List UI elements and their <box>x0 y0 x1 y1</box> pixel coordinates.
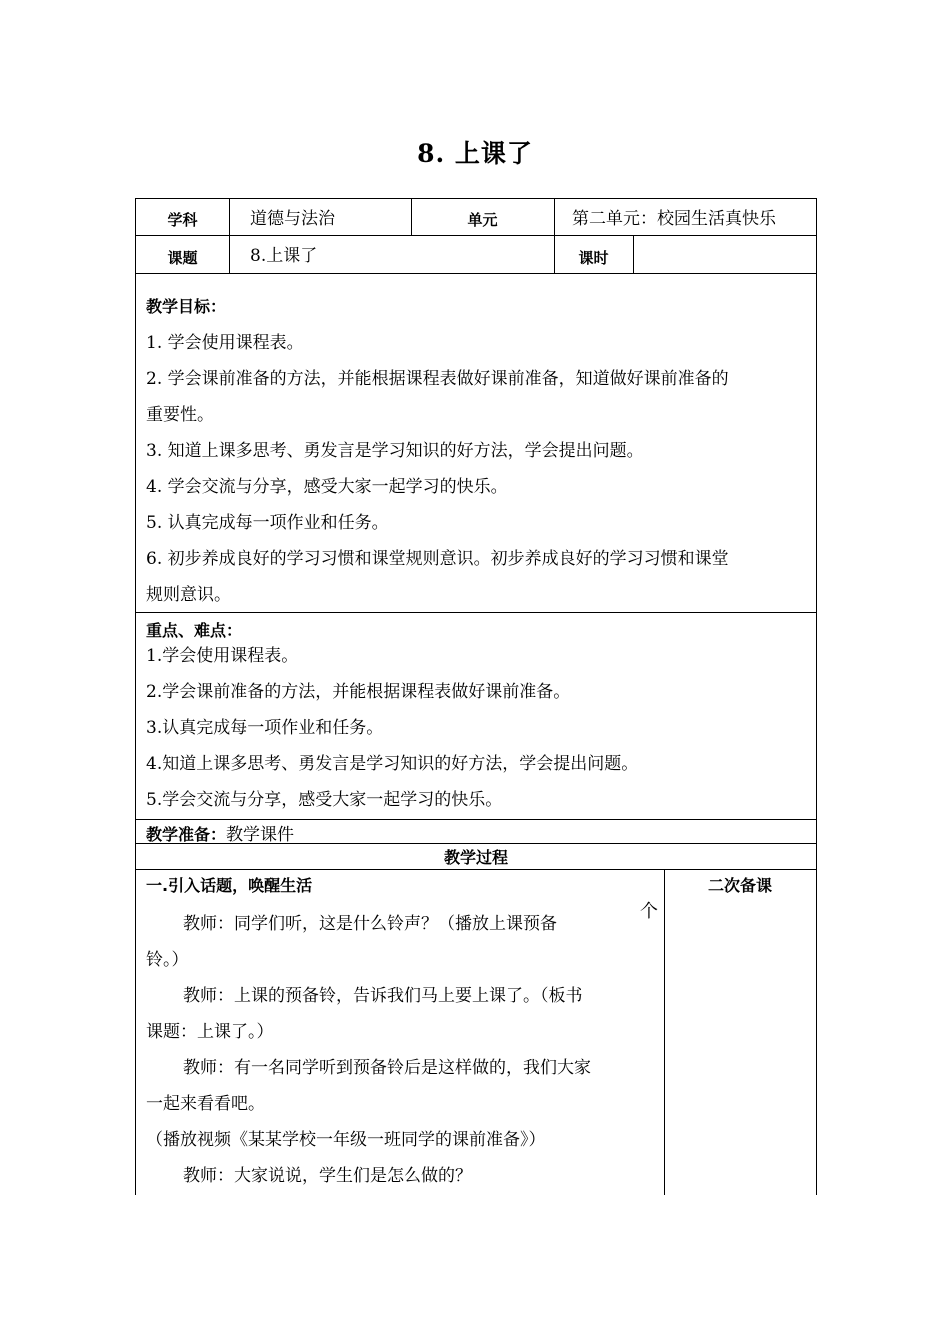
row-divider <box>136 869 816 870</box>
process-line: 教师：有一名同学听到预备铃后是这样做的，我们大家 <box>183 1058 591 1078</box>
row-divider <box>136 273 816 274</box>
objectives-heading: 教学目标： <box>146 297 227 316</box>
subject-value: 道德与法治 <box>250 209 335 229</box>
process-line: （播放视频《某某学校一年级一班同学的课前准备》） <box>146 1130 546 1150</box>
side-mark: 个 <box>640 901 658 922</box>
topic-value: 8.上课了 <box>250 246 318 266</box>
process-line: 课题：上课了。） <box>146 1022 274 1042</box>
topic-label: 课题 <box>167 249 198 267</box>
key-point-line: 5.学会交流与分享，感受大家一起学习的快乐。 <box>146 790 503 810</box>
process-line: 教师：上课的预备铃，告诉我们马上要上课了。（板书 <box>183 986 583 1006</box>
preparation-row <box>146 820 294 845</box>
unit-label: 单元 <box>467 211 498 229</box>
col-divider <box>229 199 230 273</box>
period-label: 课时 <box>578 249 609 267</box>
process-line: 铃。） <box>146 950 189 970</box>
col-divider <box>664 869 665 1195</box>
key-point-line: 1.学会使用课程表。 <box>146 646 299 666</box>
process-line: 教师：大家说说，学生们是怎么做的？ <box>183 1166 472 1186</box>
key-point-line: 3.认真完成每一项作业和任务。 <box>146 718 384 738</box>
objective-line: 5. 认真完成每一项作业和任务。 <box>146 513 389 533</box>
key-point-line: 4.知道上课多思考、勇发言是学习知识的好方法，学会提出问题。 <box>146 754 639 774</box>
unit-value: 第二单元：校园生活真快乐 <box>572 209 776 229</box>
page-title: 8. 上课了 <box>417 139 533 168</box>
row-divider <box>136 235 816 236</box>
objective-line: 6. 初步养成良好的学习习惯和课堂规则意识。初步养成良好的学习习惯和课堂 <box>146 549 729 569</box>
objective-line: 2. 学会课前准备的方法，并能根据课程表做好课前准备，知道做好课前准备的 <box>146 369 729 389</box>
preparation-value: 教学课件 <box>226 825 295 845</box>
process-heading: 教学过程 <box>443 848 508 867</box>
objective-line: 3. 知道上课多思考、勇发言是学习知识的好方法，学会提出问题。 <box>146 441 644 461</box>
subject-label: 学科 <box>167 211 198 229</box>
process-section-title: 一.引入话题，唤醒生活 <box>146 876 313 895</box>
objective-line: 1. 学会使用课程表。 <box>146 333 304 353</box>
col-divider <box>633 236 634 273</box>
key-point-line: 2.学会课前准备的方法，并能根据课程表做好课前准备。 <box>146 682 571 702</box>
objective-line: 重要性。 <box>146 405 214 425</box>
preparation-label: 教学准备： <box>146 825 227 844</box>
process-line: 一起来看看吧。 <box>146 1094 265 1114</box>
objective-line: 规则意识。 <box>146 585 231 605</box>
lesson-plan-table <box>135 198 817 1195</box>
key-points-heading: 重点、难点： <box>146 621 243 640</box>
objective-line: 4. 学会交流与分享，感受大家一起学习的快乐。 <box>146 477 508 497</box>
second-prep-label: 二次备课 <box>707 876 772 895</box>
row-divider <box>136 612 816 613</box>
process-line: 教师：同学们听，这是什么铃声？（播放上课预备 <box>183 914 557 934</box>
